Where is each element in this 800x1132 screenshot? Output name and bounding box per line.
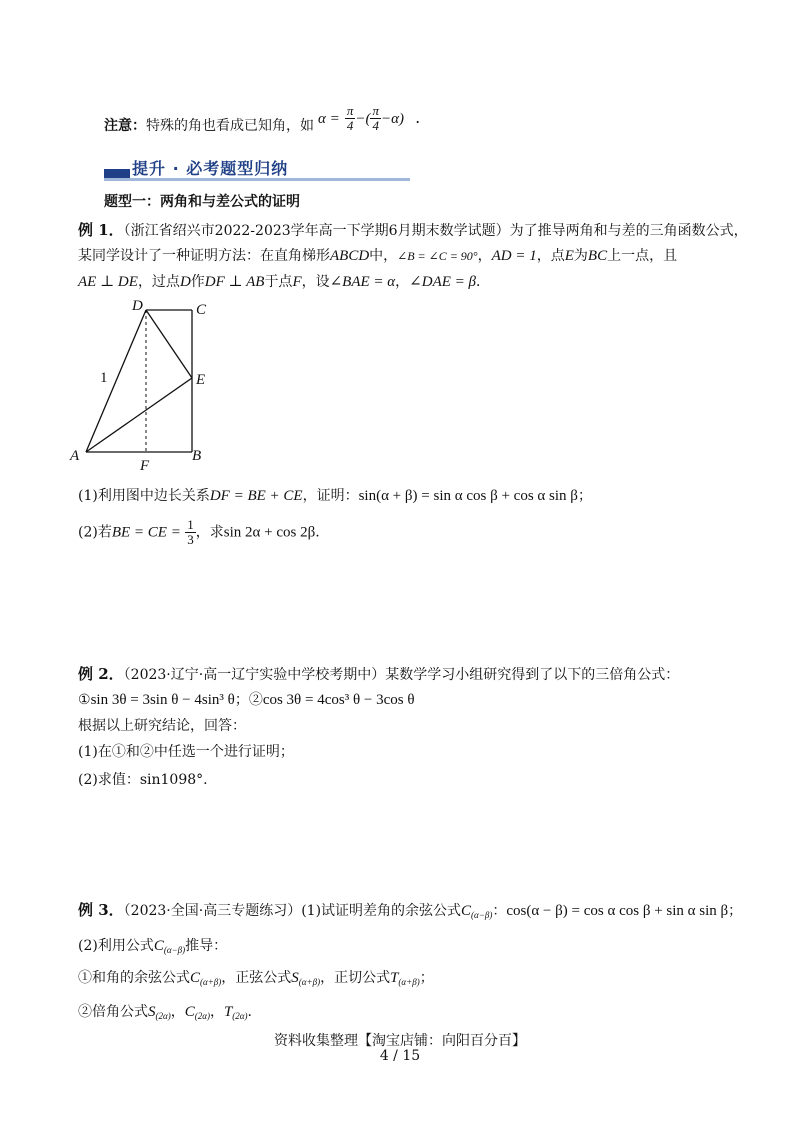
note-formula [318,104,420,133]
ex3-line-1: 例 3．（2023·全国·高三专题练习）(1)试证明差角的余弦公式$C_{(\alpha-\beta)}$：cos(α − β) = cos α cos β + sin α sin β； [78,901,743,920]
ex2-question-1: (1)在①和②中任选一个进行证明； [78,744,294,760]
ex1-question-1: (1)利用图中边长关系DF = BE + CE，证明：sin(α + β) = sin α cos β + cos α sin β； [78,488,592,504]
note-tail: −α) [381,111,404,127]
ex2-line-1: 例 2．（2023·辽宁·高一辽宁实验中学校考期中）某数学学习小组研究得到了以下的三倍角公式： [78,665,680,683]
note-minus: −( [355,111,371,127]
ex3-line-2: (2)利用公式$C_{(\alpha-\beta)}$推导： [78,938,228,955]
ex1-line-2: 某同学设计了一种证明方法：在直角梯形ABCD中，∠B = ∠C = 90°，AD = 1，点E为BC上一点，且 [78,248,678,264]
ex1-question-2: (2)若BE = CE = $\frac{1}{3}$ ，求sin 2α + cos 2β. [78,517,320,547]
banner-bar [104,169,130,178]
label-b: B [192,448,202,464]
segment-de [146,310,192,378]
ex2-formulas: ①sin 3θ = 3sin θ − 4sin³ θ；②cos 3θ = 4cos³ θ − 3cos θ [78,692,415,708]
ex1-q2-fraction: $\frac{1}{3}$ [187,517,194,547]
note-end: . [415,108,421,127]
banner-title: 提升 · 必考题型归纳 [132,159,289,178]
label-one: 1 [100,370,108,386]
ex1-label: 例 1． [78,221,124,239]
ex1-line-1: 例 1．（浙江省绍兴市2022-2023学年高一下学期6月期末数学试题）为了推导两角和与差的三角函数公式， [78,221,748,239]
note-formula-lhs: α = [318,111,340,127]
topic-heading: 题型一：两角和与差公式的证明 [104,194,300,210]
ex3-line-3: ①和角的余弦公式$C_{(\alpha+\beta)}$，正弦公式$S_{(\alpha+\beta)}$，正切公式$T_{(\alpha+\beta)}$； [78,970,434,987]
note-label: 注意： [104,118,146,134]
ex1-line-3: AE ⊥ DE，过点D作DF ⊥ AB于点F，设∠BAE = α，∠DAE = β． [78,274,490,290]
ex2-question-2: (2)求值：sin1098°. [78,772,208,788]
note-frac-1: $\frac{\pi}{4}$ [346,103,354,133]
trapezoid-figure [66,296,226,476]
note-text: 特殊的角也看成已知角，如 [146,118,314,134]
label-e: E [196,372,206,388]
label-c: C [196,302,207,318]
ex2-label: 例 2． [78,665,124,683]
ex3-line-4: ②倍角公式$S_{(2\alpha)}$，$C_{(2\alpha)}$，$T_{(2\alpha)}$. [78,1004,252,1021]
label-d: D [132,298,143,314]
ex3-label: 例 3． [78,901,124,919]
banner-rule [104,178,410,181]
note-frac-2: $\frac{\pi}{4}$ [372,103,379,133]
label-f: F [140,458,150,474]
ex2-line-3: 根据以上研究结论，回答： [78,718,246,734]
footer-page-number: 4 / 15 [379,1048,421,1064]
section-banner [104,154,410,182]
footer-source: 资料收集整理【淘宝店铺：向阳百分百】 [274,1033,526,1049]
note-line [104,116,314,136]
label-a: A [70,448,80,464]
